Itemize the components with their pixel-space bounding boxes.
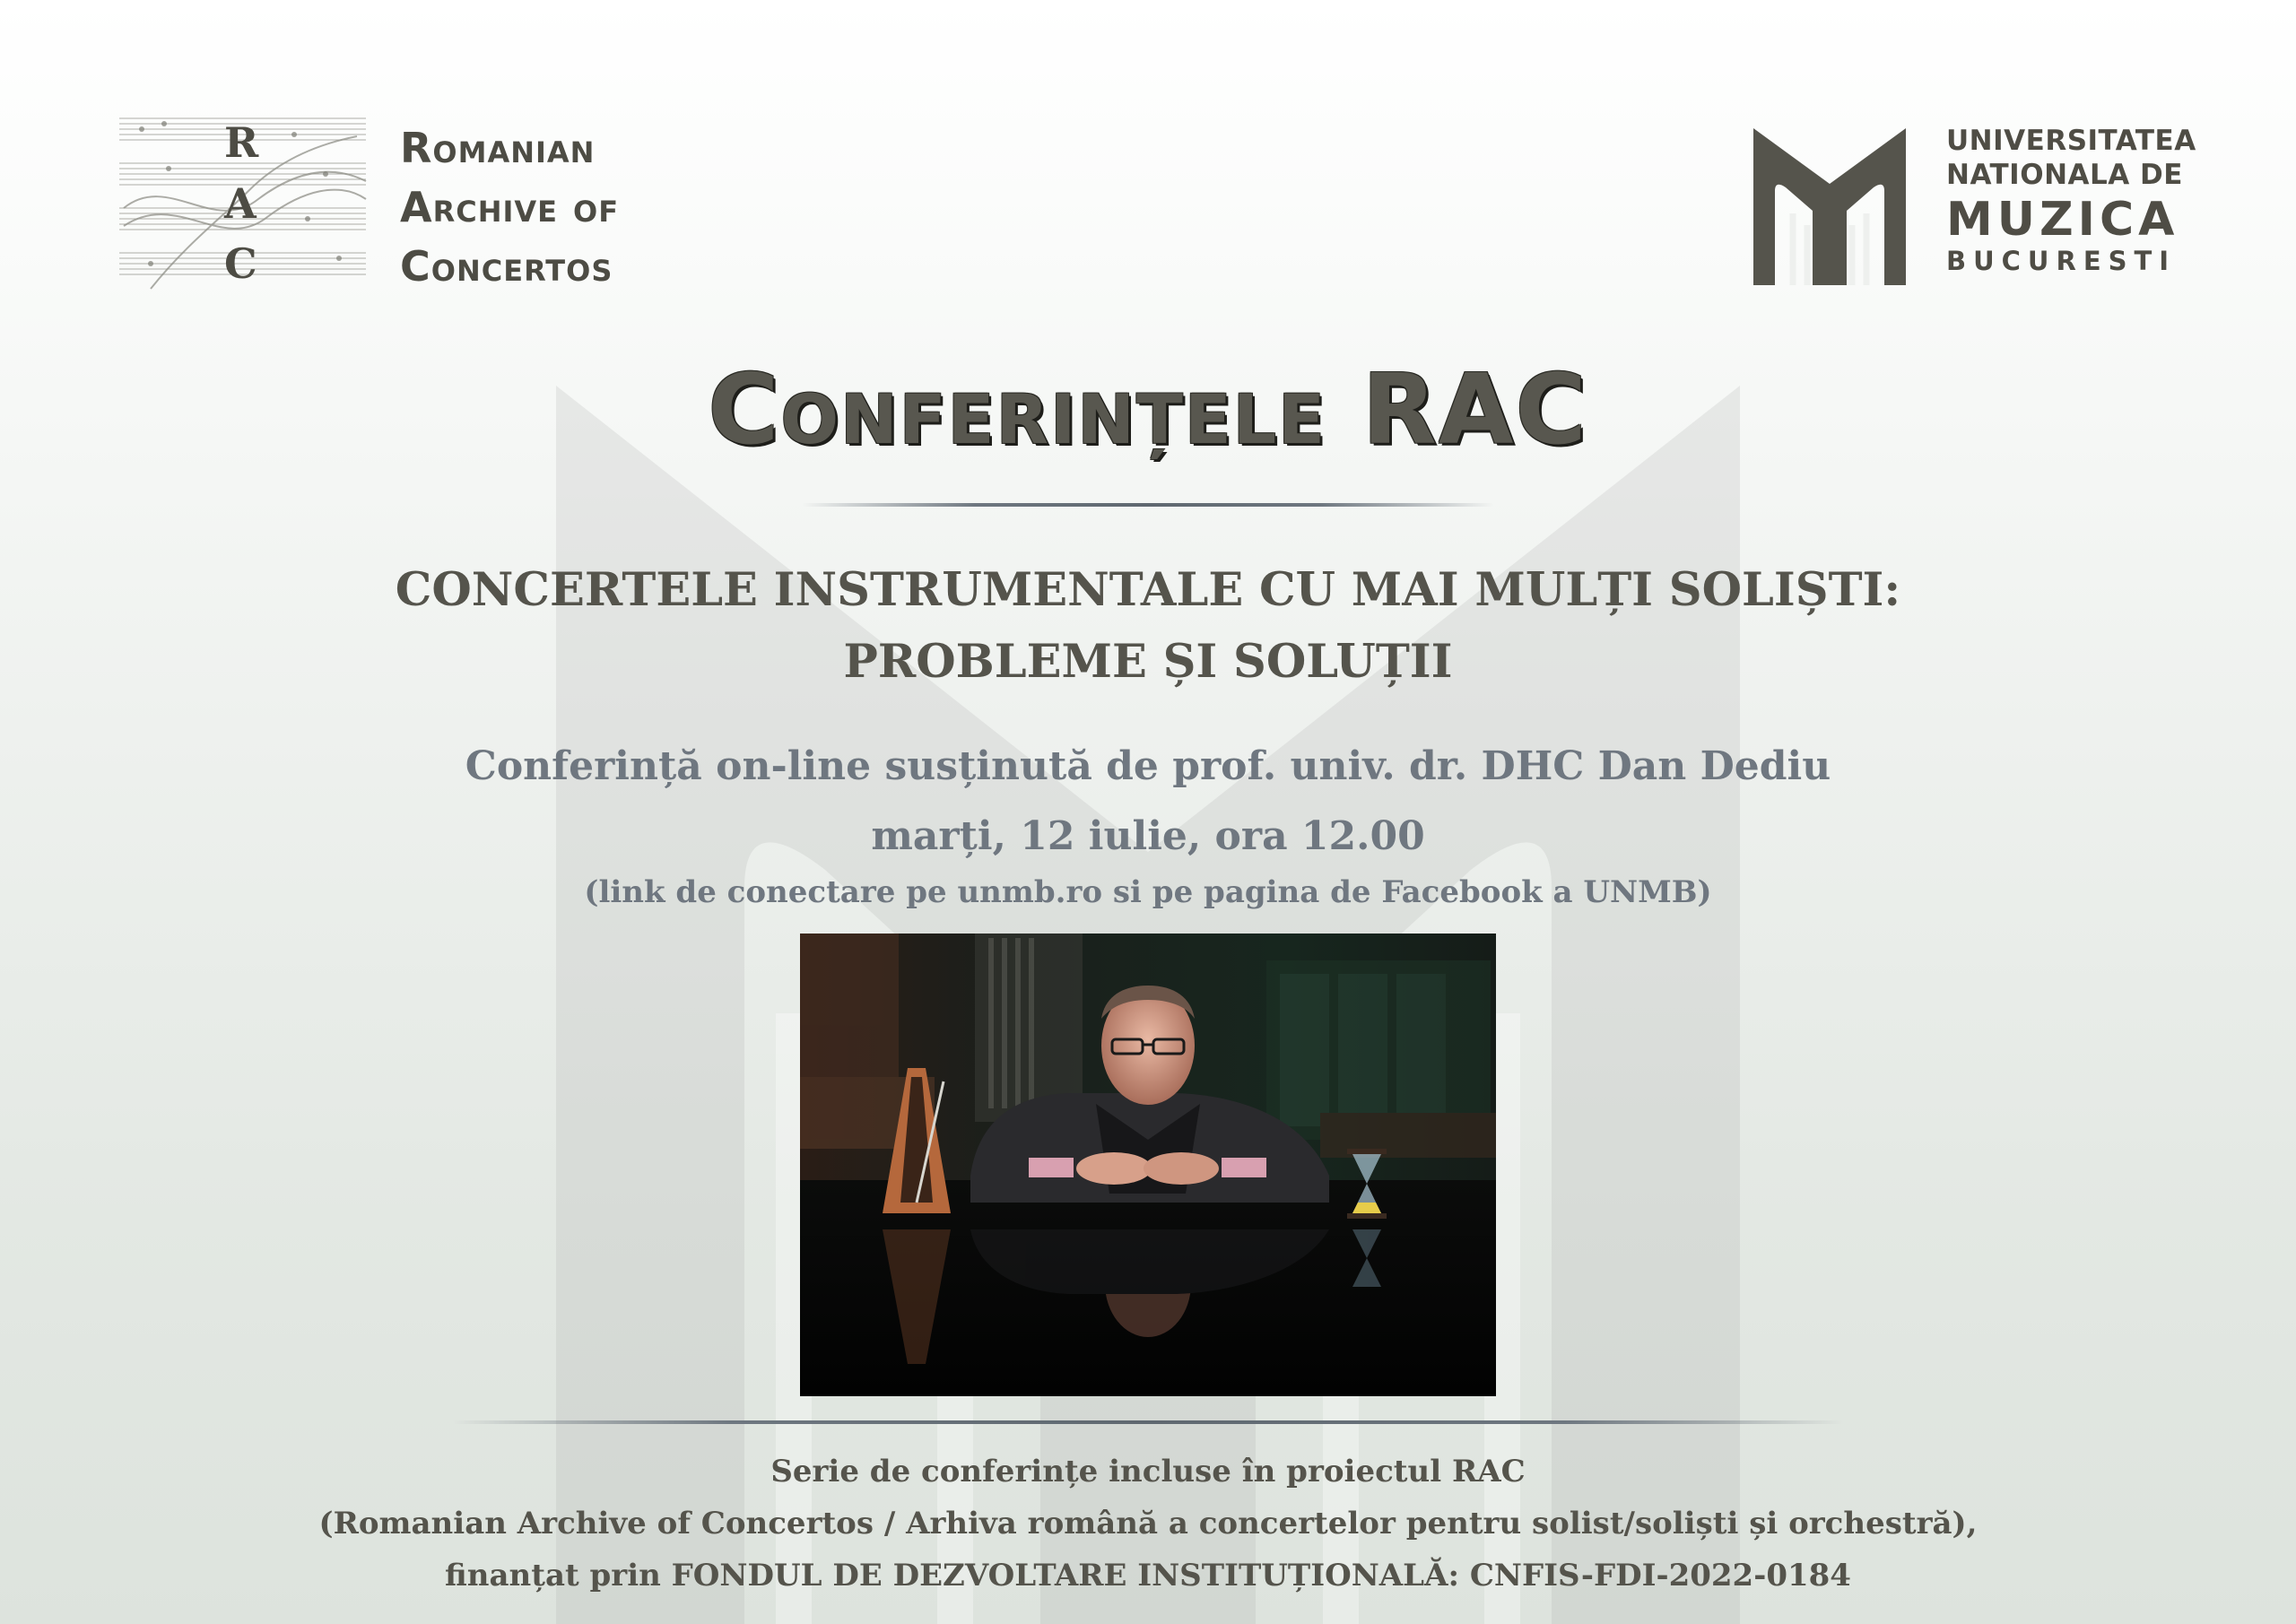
rac-letter-a: A — [224, 179, 257, 228]
speaker-info: Conferință on-line susținută de prof. univ. dr. DHC Dan Dediu — [465, 743, 1831, 789]
rac-name-line: Archive of — [400, 183, 620, 231]
rac-logo — [115, 109, 370, 296]
rac-letter-c: C — [224, 239, 257, 288]
topic-line: CONCERTELE INSTRUMENTALE CU MAI MULȚI SOLIȘTI: — [395, 563, 1901, 617]
unmb-name — [1946, 124, 2196, 274]
unmb-logo-icon — [1753, 128, 1906, 285]
unmb-line: BUCURESTI — [1946, 246, 2177, 276]
footer-line: finanțat prin FONDUL DE DEZVOLTARE INSTITUȚIONALĂ: CNFIS-FDI-2022-0184 — [445, 1558, 1851, 1594]
footer-line: Serie de conferințe incluse în proiectul RAC — [770, 1454, 1526, 1489]
unmb-line: UNIVERSITATEA — [1946, 125, 2196, 157]
page-title: Conferințele RAC — [708, 354, 1588, 466]
footer — [0, 1446, 2296, 1602]
rac-name-line: Concertos — [400, 242, 613, 291]
title-divider — [803, 503, 1493, 507]
event-date: marți, 12 iulie, ora 12.00 — [871, 813, 1425, 859]
rac-letter-r: R — [224, 118, 259, 167]
footer-divider — [453, 1420, 1843, 1424]
unmb-line: NATIONALA DE — [1946, 159, 2183, 191]
link-note: (link de conectare pe unmb.ro si pe pagina de Facebook a UNMB) — [584, 874, 1712, 910]
rac-name — [400, 118, 619, 296]
conference-topic — [0, 554, 2296, 698]
footer-line: (Romanian Archive of Concertos / Arhiva română a concertelor pentru solist/soliști și orchestră), — [318, 1506, 1978, 1541]
speaker-photo — [800, 934, 1496, 1396]
topic-line: PROBLEME ȘI SOLUȚII — [843, 635, 1453, 689]
rac-name-line: Romanian — [400, 124, 596, 172]
unmb-line: MUZICA — [1946, 193, 2179, 247]
